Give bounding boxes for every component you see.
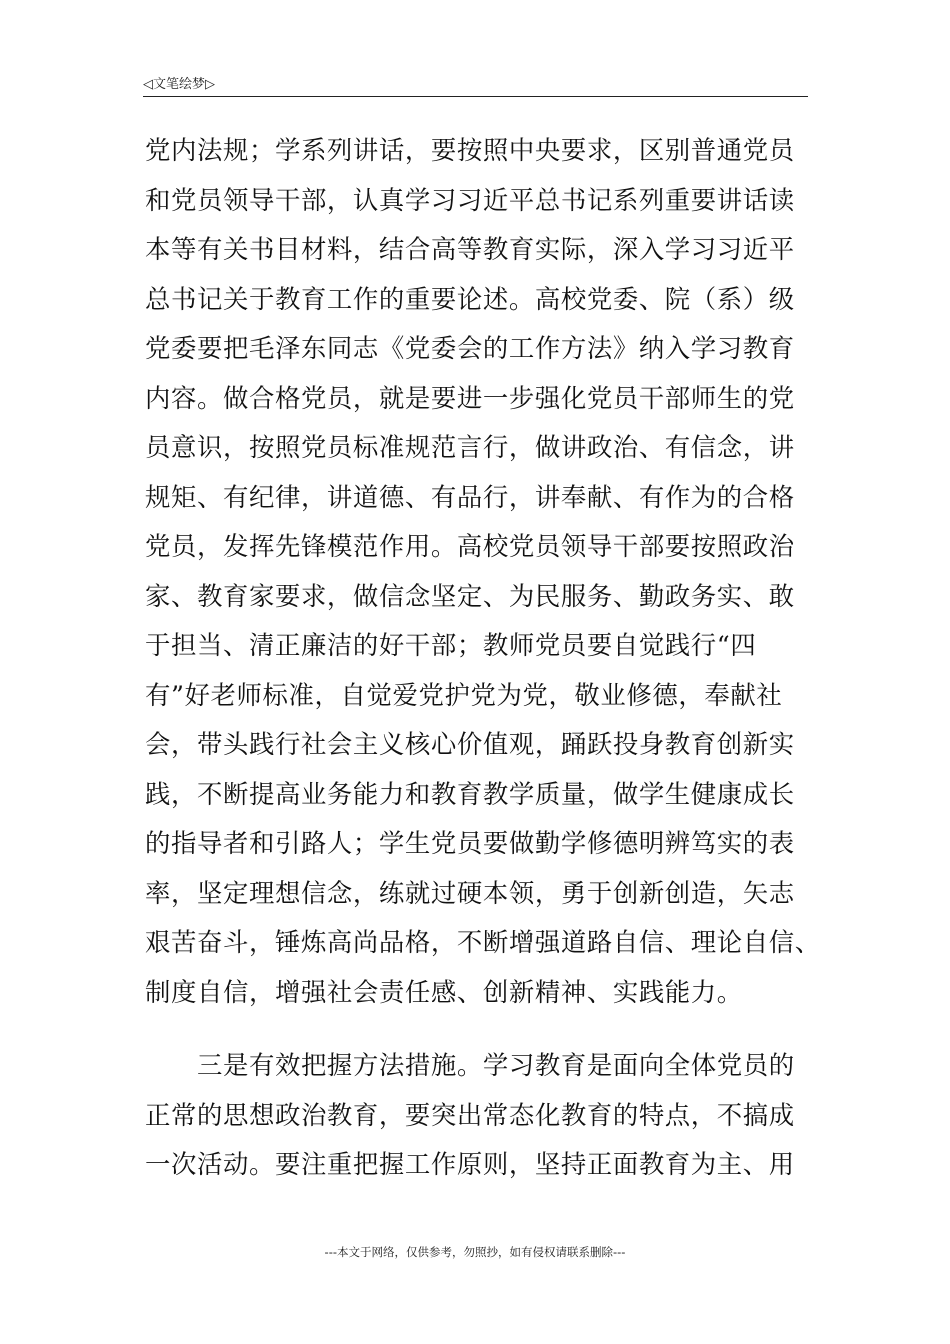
- text-line: 家、教育家要求，做信念坚定、为民服务、勤政务实、敢: [145, 580, 795, 611]
- paragraph-1: [145, 126, 821, 1017]
- text-line: 内容。做合格党员，就是要进一步强化党员干部师生的党: [145, 382, 795, 413]
- text-line: 总书记关于教育工作的重要论述。高校党委、院（系）级: [145, 283, 795, 314]
- text-line: 的指导者和引路人；学生党员要做勤学修德明辨笃实的表: [145, 828, 795, 858]
- text-line: 艰苦奋斗，锤炼高尚品格，不断增强道路自信、理论自信、: [145, 927, 821, 957]
- page-header: [143, 74, 808, 97]
- header-title: 文笔绘梦: [153, 77, 206, 92]
- document-body: [145, 126, 821, 1190]
- text-line: 践，不断提高业务能力和教育教学质量，做学生健康成长: [145, 778, 795, 809]
- text-line: 于担当、清正廉洁的好干部；教师党员要自觉践行“四: [145, 630, 757, 660]
- text-line: 会，带头践行社会主义核心价值观，踊跃投身教育创新实: [145, 729, 795, 759]
- text-line: 党内法规；学系列讲话，要按照中央要求，区别普通党员: [145, 135, 795, 165]
- text-line: 和党员领导干部，认真学习习近平总书记系列重要讲话读: [145, 184, 795, 215]
- text-line: 一次活动。要注重把握工作原则，坚持正面教育为主、用: [145, 1149, 795, 1179]
- page-footer: ---本文于网络，仅供参考，勿照抄，如有侵权请联系删除---: [324, 1245, 626, 1259]
- text-line: 率，坚定理想信念，练就过硬本领，勇于创新创造，矢志: [145, 877, 795, 908]
- text-line: 三是有效把握方法措施。学习教育是面向全体党员的: [145, 1050, 795, 1080]
- paragraph-gap: [145, 1017, 807, 1041]
- text-line: 制度自信，增强社会责任感、创新精神、实践能力。: [145, 976, 743, 1007]
- text-line: 党员，发挥先锋模范作用。高校党员领导干部要按照政治: [145, 531, 795, 561]
- text-line: 党委要把毛泽东同志《党委会的工作方法》纳入学习教育: [145, 333, 795, 363]
- text-line: 规矩、有纪律，讲道德、有品行，讲奉献、有作为的合格: [145, 481, 795, 512]
- text-line: 有”好老师标准，自觉爱党护党为党，敬业修德，奉献社: [145, 679, 783, 710]
- right-triangle-icon: ▷: [205, 77, 216, 92]
- text-line: 员意识，按照党员标准规范言行，做讲政治、有信念，讲: [145, 432, 795, 462]
- paragraph-2: [145, 1041, 807, 1190]
- text-line: 本等有关书目材料，结合高等教育实际，深入学习习近平: [145, 234, 795, 264]
- text-line: 正常的思想政治教育，要突出常态化教育的特点，不搞成: [145, 1099, 795, 1130]
- left-triangle-icon: ◁: [143, 77, 153, 92]
